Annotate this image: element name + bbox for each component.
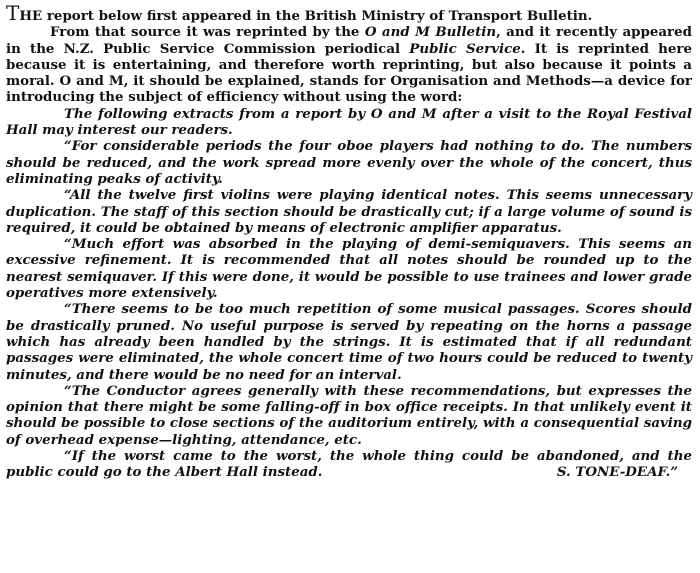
intro-text-2c: . It is reprinted here because it is entertaining, and therefore worth reprinting, but also because it points a moral. O and M, it should be explained, stands for Organisation and Methods—a device for introducing the subject of efficiency without using the word: (6, 40, 692, 106)
bulletin-name: O and M Bulletin (364, 24, 497, 41)
quote-paragraph: “There seems to be too much repetition of some musical passages. Scores should be drastically pruned. No useful purpose is served by repeating on the horns a passage which has already been handled by the strings. It is estimated that if all redundant passages were eliminated, the whole concert time of two hours could be reduced to twenty minutes, and there would be no need for an interval. (6, 301, 692, 383)
intro-paragraph-2 (6, 24, 692, 105)
intro-paragraph-1 (6, 1, 692, 25)
quote-paragraph: “For considerable periods the four oboe players had nothing to do. The numbers should be reduced, and the work spread more evenly over the whole of the concert, thus eliminating peaks of activity. (6, 138, 692, 187)
intro-text-1: HE report below first appeared in the British Ministry of Transport Bulletin. (19, 8, 593, 24)
quote-paragraph: “The Conductor agrees generally with these recommendations, but expresses the opinion that there might be some falling-off in box office receipts. In that unlikely event it should be possible to close sections of the auditorium entirely, with a consequential saving of overhead expense—lighting, attendance, etc. (6, 382, 692, 448)
periodical-name: Public Service (409, 40, 521, 57)
intro-text-2a: From that source it was reprinted by the (50, 24, 365, 41)
final-quote-paragraph (6, 448, 692, 481)
quote-paragraph: “All the twelve first violins were playing identical notes. This seems unnecessary duplication. The staff of this section should be drastically cut; if a large volume of sound is required, it could be obtained by means of electronic amplifier apparatus. (6, 187, 692, 236)
final-quote-text: “If the worst came to the worst, the whole thing could be abandoned, and the public could go to the Albert Hall instead. (6, 448, 692, 481)
drop-cap: T (6, 1, 20, 25)
quote-paragraph: The following extracts from a report by O and M after a visit to the Royal Festival Hall may interest our readers. (6, 105, 692, 139)
quote-paragraph: “Much effort was absorbed in the playing of demi-semiquavers. This seems an excessive refinement. It is recommended that all notes should be rounded up to the nearest semiquaver. If this were done, it would be possible to use trainees and lower grade operatives more extensively. (6, 236, 692, 302)
signature: S. TONE-DEAF.” (556, 464, 678, 481)
intro-text-2b: , and it recently appeared in the N.Z. Public Service Commission periodical (6, 24, 692, 57)
